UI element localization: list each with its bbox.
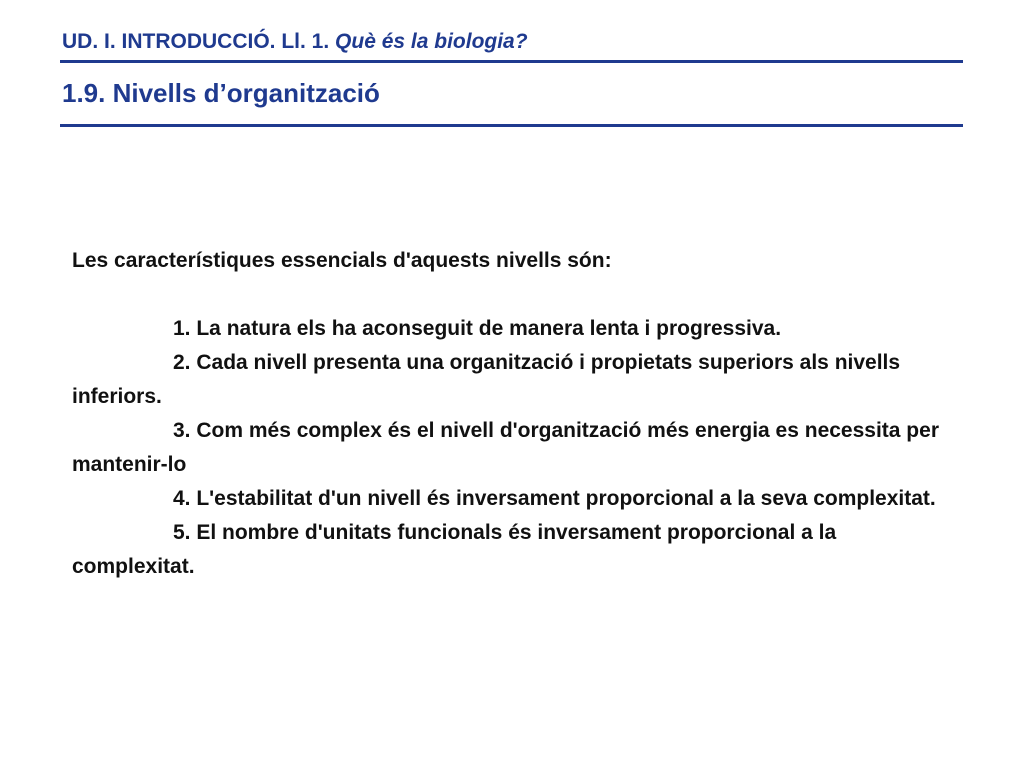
unit-header-prefix: UD. I. INTRODUCCIÓ. Ll. 1.: [62, 30, 330, 53]
list-item: 3. Com més complex és el nivell d'organització més energia es necessita per mantenir-lo: [72, 419, 939, 476]
list-item: 2. Cada nivell presenta una organització i propietats superiors als nivells inferiors.: [72, 351, 901, 408]
list-item: 5. El nombre d'unitats funcionals és inversament proporcional a la complexitat.: [72, 521, 837, 578]
unit-header: [62, 30, 962, 54]
list-item: 1. La natura els ha aconseguit de manera lenta i progressiva.: [173, 317, 782, 340]
content-body: [72, 244, 942, 584]
list-item: 4. L'estabilitat d'un nivell és inversament proporcional a la seva complexitat.: [173, 487, 936, 510]
content-intro: Les característiques essencials d'aquests nivells són:: [72, 249, 612, 272]
header-divider-top: [60, 60, 963, 63]
header-divider-bottom: [60, 124, 963, 127]
unit-header-subtitle: Què és la biologia?: [335, 30, 528, 53]
section-title: 1.9. Nivells d’organització: [62, 78, 380, 108]
